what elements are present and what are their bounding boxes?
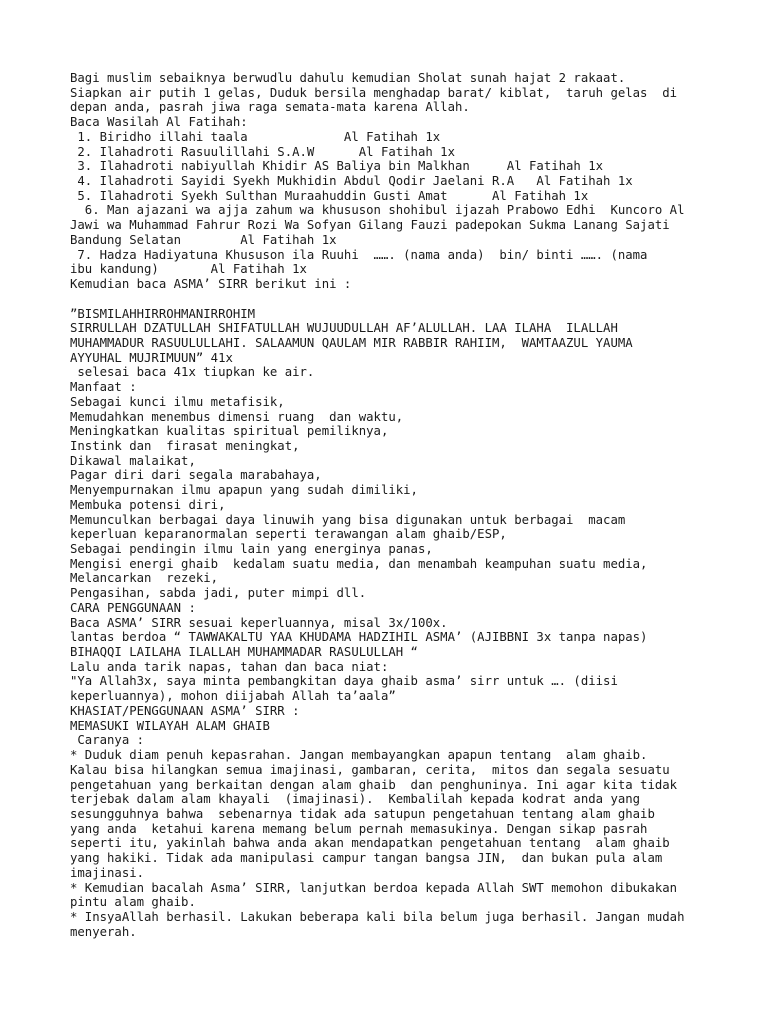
text-line: sesungguhnya bahwa sebenarnya tidak ada satupun pengetahuan tentang alam ghaib (70, 806, 655, 821)
text-line: Lalu anda tarik napas, tahan dan baca niat: (70, 659, 389, 674)
text-line: 2. Ilahadroti Rasuulillahi S.A.W Al Fatihah 1x (70, 144, 455, 159)
text-line: Kemudian baca ASMA’ SIRR berikut ini : (70, 277, 352, 292)
text-line: SIRRULLAH DZATULLAH SHIFATULLAH WUJUUDULLAH AF’ALULLAH. LAA ILAHA ILALLAH (70, 321, 618, 336)
text-line: Baca Wasilah Al Fatihah: (70, 115, 248, 130)
text-line: MUHAMMADUR RASUULULLAHI. SALAAMUN QAULAM MIR RABBIR RAHIIM, WAMTAAZUL YAUMA (70, 335, 633, 350)
text-line: 5. Ilahadroti Syekh Sulthan Muraahuddin Gusti Amat Al Fatihah 1x (70, 188, 589, 203)
text-line: Membuka potensi diri, (70, 497, 226, 512)
text-line: keperluan keparanormalan seperti terawangan alam ghaib/ESP, (70, 527, 507, 542)
text-line: Jawi wa Muhammad Fahrur Rozi Wa Sofyan Gilang Fauzi padepokan Sukma Lanang Sajati (70, 218, 670, 233)
text-line: terjebak dalam alam khayali (imajinasi). Kembalilah kepada kodrat anda yang (70, 792, 641, 807)
text-line: pintu alam ghaib. (70, 895, 196, 910)
text-line: Caranya : (70, 733, 145, 748)
text-line: Memudahkan menembus dimensi ruang dan waktu, (70, 409, 404, 424)
text-line: menyerah. (70, 924, 137, 939)
text-line: ”BISMILAHHIRROHMANIRROHIM (70, 306, 256, 321)
text-line: Siapkan air putih 1 gelas, Duduk bersila menghadap barat/ kiblat, taruh gelas di (70, 85, 678, 100)
text-line: seperti itu, yakinlah bahwa anda akan mendapatkan pengetahuan tentang alam ghaib (70, 836, 670, 851)
text-line: keperluannya), mohon diijabah Allah ta’aala” (70, 689, 396, 704)
text-line: yang anda ketahui karena memang belum pernah memasukinya. Dengan sikap pasrah (70, 821, 648, 836)
text-line: Baca ASMA’ SIRR sesuai keperluannya, misal 3x/100x. (70, 615, 448, 630)
text-line: Meningkatkan kualitas spiritual pemiliknya, (70, 424, 389, 439)
text-line: 6. Man ajazani wa ajja zahum wa khususon shohibul ijazah Prabowo Edhi Kuncoro Al (70, 203, 685, 218)
text-line: 7. Hadza Hadiyatuna Khususon ila Ruuhi ……. (nama anda) bin/ binti ……. (nama (70, 247, 648, 262)
text-line: Menyempurnakan ilmu apapun yang sudah dimiliki, (70, 483, 418, 498)
text-line: Sebagai kunci ilmu metafisik, (70, 394, 285, 409)
text-line: ibu kandung) Al Fatihah 1x (70, 262, 307, 277)
text-line: * Duduk diam penuh kepasrahan. Jangan membayangkan apapun tentang alam ghaib. (70, 748, 648, 763)
text-line: imajinasi. (70, 865, 145, 880)
text-line: yang hakiki. Tidak ada manipulasi campur tangan bangsa JIN, dan bukan pula alam (70, 851, 663, 866)
text-line: Melancarkan rezeki, (70, 571, 219, 586)
text-line: Instink dan firasat meningkat, (70, 438, 300, 453)
text-line: Pengasihan, sabda jadi, puter mimpi dll. (70, 586, 367, 601)
text-line: Kalau bisa hilangkan semua imajinasi, gambaran, cerita, mitos dan segala sesuatu (70, 762, 670, 777)
text-line: Mengisi energi ghaib kedalam suatu media, dan menambah keampuhan suatu media, (70, 556, 648, 571)
text-line: 1. Biridho illahi taala Al Fatihah 1x (70, 129, 441, 144)
text-line: * Kemudian bacalah Asma’ SIRR, lanjutkan berdoa kepada Allah SWT memohon dibukakan (70, 880, 678, 895)
text-line: Bandung Selatan Al Fatihah 1x (70, 232, 337, 247)
text-line: CARA PENGGUNAAN : (70, 600, 196, 615)
text-line: depan anda, pasrah jiwa raga semata-mata karena Allah. (70, 100, 470, 115)
text-line: Manfaat : (70, 380, 137, 395)
text-line: BIHAQQI LAILAHA ILALLAH MUHAMMADAR RASULULLAH “ (70, 645, 418, 660)
text-line: MEMASUKI WILAYAH ALAM GHAIB (70, 718, 270, 733)
text-line (70, 292, 710, 307)
text-line: Pagar diri dari segala marabahaya, (70, 468, 322, 483)
text-line: * InsyaAllah berhasil. Lakukan beberapa kali bila belum juga berhasil. Jangan mudah (70, 909, 685, 924)
text-line: Bagi muslim sebaiknya berwudlu dahulu kemudian Sholat sunah hajat 2 rakaat. (70, 71, 626, 85)
text-line: 3. Ilahadroti nabiyullah Khidir AS Baliya bin Malkhan Al Fatihah 1x (70, 159, 604, 174)
text-line: 4. Ilahadroti Sayidi Syekh Mukhidin Abdul Qodir Jaelani R.A Al Fatihah 1x (70, 174, 633, 189)
text-line: AYYUHAL MUJRIMUUN” 41x (70, 350, 233, 365)
text-line: KHASIAT/PENGGUNAAN ASMA’ SIRR : (70, 703, 300, 718)
text-line: lantas berdoa “ TAWWAKALTU YAA KHUDAMA HADZIHIL ASMA’ (AJIBBNI 3x tanpa napas) (70, 630, 648, 645)
text-line: pengetahuan yang berkaitan dengan alam ghaib dan penghuninya. Ini agar kita tidak (70, 777, 678, 792)
document-body (70, 71, 710, 939)
text-line: Dikawal malaikat, (70, 453, 196, 468)
text-line: Memunculkan berbagai daya linuwih yang bisa digunakan untuk berbagai macam (70, 512, 626, 527)
text-line: "Ya Allah3x, saya minta pembangkitan daya ghaib asma’ sirr untuk …. (diisi (70, 674, 618, 689)
text-line: selesai baca 41x tiupkan ke air. (70, 365, 315, 380)
text-line: Sebagai pendingin ilmu lain yang energinya panas, (70, 542, 433, 556)
